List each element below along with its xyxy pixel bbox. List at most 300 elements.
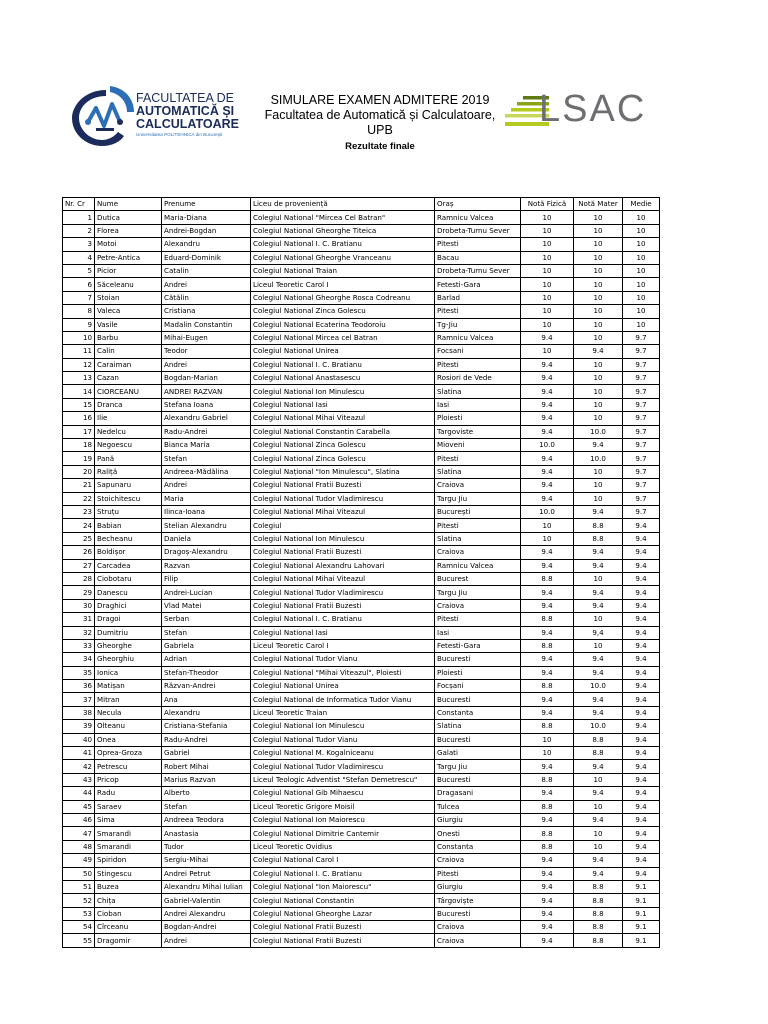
oras-cell: Slatina	[435, 465, 521, 478]
nume-cell: Babian	[95, 519, 162, 532]
nume-cell: Mitran	[95, 693, 162, 706]
prenume-cell: Filip	[162, 572, 251, 585]
liceu-cell: Colegiul	[251, 519, 435, 532]
prenume-cell: Stelian Alexandru	[162, 519, 251, 532]
faculty-logo-line4: Universitatea POLITEHNICA din București	[136, 132, 223, 137]
nr-cell: 53	[63, 907, 95, 920]
nr-cell: 42	[63, 760, 95, 773]
nr-cell: 50	[63, 867, 95, 880]
oras-cell: Slatina	[435, 720, 521, 733]
nr-cell: 6	[63, 278, 95, 291]
liceu-cell: Colegiul National Gheorghe Vranceanu	[251, 251, 435, 264]
oras-cell: Fetesti-Gara	[435, 278, 521, 291]
prenume-cell: ANDREI RAZVAN	[162, 385, 251, 398]
prenume-cell: Maria	[162, 492, 251, 505]
nume-cell: Stoian	[95, 291, 162, 304]
nota-fizica-cell: 10.0	[521, 505, 574, 518]
nota-mate-cell: 10	[574, 639, 623, 652]
oras-cell: Drobeta-Turnu Sever	[435, 264, 521, 277]
prenume-cell: Gabriela	[162, 639, 251, 652]
column-header-nume: Nume	[95, 198, 162, 211]
nr-cell: 40	[63, 733, 95, 746]
nota-fizica-cell: 9.4	[521, 867, 574, 880]
nume-cell: Radu	[95, 787, 162, 800]
table-row	[63, 278, 660, 291]
nume-cell: Oprea-Groza	[95, 747, 162, 760]
liceu-cell: Colegiul National Iasi	[251, 626, 435, 639]
nota-mate-cell: 10	[574, 613, 623, 626]
liceu-cell: Colegiul National Iasi	[251, 398, 435, 411]
nota-fizica-cell: 8.8	[521, 613, 574, 626]
medie-cell: 9.7	[623, 372, 660, 385]
medie-cell: 9.4	[623, 519, 660, 532]
oras-cell: Pitesti	[435, 867, 521, 880]
liceu-cell: Colegiul National Tudor Vladimirescu	[251, 760, 435, 773]
table-row	[63, 291, 660, 304]
medie-cell: 9.1	[623, 894, 660, 907]
nr-cell: 37	[63, 693, 95, 706]
nota-mate-cell: 8.8	[574, 934, 623, 947]
prenume-cell: Gabriel	[162, 747, 251, 760]
table-row	[63, 907, 660, 920]
nume-cell: Olteanu	[95, 720, 162, 733]
nota-fizica-cell: 9.4	[521, 813, 574, 826]
nota-mate-cell: 9.4	[574, 706, 623, 719]
table-row	[63, 492, 660, 505]
table-row	[63, 773, 660, 786]
oras-cell: Galati	[435, 747, 521, 760]
nota-mate-cell: 9.4	[574, 599, 623, 612]
nota-fizica-cell: 9.4	[521, 760, 574, 773]
liceu-cell: Colegiul National Tudor Vladimirescu	[251, 492, 435, 505]
nume-cell: Pricop	[95, 773, 162, 786]
nr-cell: 24	[63, 519, 95, 532]
prenume-cell: Cătălin	[162, 291, 251, 304]
table-row	[63, 439, 660, 452]
nume-cell: Draghici	[95, 599, 162, 612]
oras-cell: Craiova	[435, 479, 521, 492]
nota-fizica-cell: 9.4	[521, 693, 574, 706]
column-header-oras: Oraș	[435, 198, 521, 211]
nota-fizica-cell: 9.4	[521, 331, 574, 344]
nr-cell: 4	[63, 251, 95, 264]
faculty-logo-line1: FACULTATEA DE	[136, 91, 234, 105]
nume-cell: Pană	[95, 452, 162, 465]
medie-cell: 10	[623, 305, 660, 318]
column-header-liceu: Liceu de proveniență	[251, 198, 435, 211]
table-row	[63, 358, 660, 371]
liceu-cell: Liceul Teoretic Grigore Moisil	[251, 800, 435, 813]
nume-cell: Nedelcu	[95, 425, 162, 438]
oras-cell: Pitesti	[435, 305, 521, 318]
nume-cell: Smarandi	[95, 827, 162, 840]
nr-cell: 31	[63, 613, 95, 626]
table-row	[63, 894, 660, 907]
nota-mate-cell: 10	[574, 398, 623, 411]
nota-mate-cell: 9.4	[574, 760, 623, 773]
nota-mate-cell: 10	[574, 238, 623, 251]
liceu-cell: Liceul Teologic Adventist "Stefan Demetrescu"	[251, 773, 435, 786]
medie-cell: 9.4	[623, 854, 660, 867]
prenume-cell: Alexandru	[162, 706, 251, 719]
liceu-cell: Colegiul National Ecaterina Teodoroiu	[251, 318, 435, 331]
prenume-cell: Cristiana-Stefania	[162, 720, 251, 733]
nr-cell: 15	[63, 398, 95, 411]
university-name: UPB	[367, 123, 393, 137]
prenume-cell: Alberto	[162, 787, 251, 800]
prenume-cell: Alexandru	[162, 238, 251, 251]
nume-cell: Barbu	[95, 331, 162, 344]
liceu-cell: Colegiul National Gheorghe Lazar	[251, 907, 435, 920]
liceu-cell: Liceul Teoretic Carol I	[251, 278, 435, 291]
nume-cell: Petre-Antica	[95, 251, 162, 264]
nume-cell: Săceleanu	[95, 278, 162, 291]
oras-cell: Barlad	[435, 291, 521, 304]
nota-mate-cell: 10	[574, 827, 623, 840]
nume-cell: Danescu	[95, 586, 162, 599]
liceu-cell: Colegiul National Gheorghe Rosca Codreanu	[251, 291, 435, 304]
medie-cell: 9.4	[623, 546, 660, 559]
table-row	[63, 934, 660, 947]
nota-fizica-cell: 10	[521, 747, 574, 760]
medie-cell: 9.4	[623, 666, 660, 679]
nr-cell: 34	[63, 653, 95, 666]
prenume-cell: Eduard-Dominik	[162, 251, 251, 264]
liceu-cell: Colegiul National Zinca Golescu	[251, 439, 435, 452]
medie-cell: 9.7	[623, 345, 660, 358]
nota-fizica-cell: 10	[521, 238, 574, 251]
nume-cell: Sima	[95, 813, 162, 826]
oras-cell: Focșani	[435, 680, 521, 693]
nota-fizica-cell: 9.4	[521, 546, 574, 559]
prenume-cell: Marius Razvan	[162, 773, 251, 786]
nr-cell: 12	[63, 358, 95, 371]
nota-mate-cell: 9.4	[574, 505, 623, 518]
nume-cell: Matișan	[95, 680, 162, 693]
nota-mate-cell: 9.4	[574, 586, 623, 599]
liceu-cell: Colegiul National Mihai Viteazul	[251, 572, 435, 585]
medie-cell: 9.4	[623, 626, 660, 639]
table-row	[63, 251, 660, 264]
nota-fizica-cell: 10	[521, 291, 574, 304]
prenume-cell: Răzvan-Andrei	[162, 680, 251, 693]
table-row	[63, 211, 660, 224]
oras-cell: Pitesti	[435, 238, 521, 251]
table-row	[63, 559, 660, 572]
oras-cell: Constanta	[435, 840, 521, 853]
liceu-cell: Colegiul Național "Ion Minulescu", Slatina	[251, 465, 435, 478]
table-row	[63, 572, 660, 585]
oras-cell: Ramnicu Valcea	[435, 331, 521, 344]
medie-cell: 10	[623, 224, 660, 237]
medie-cell: 9.4	[623, 867, 660, 880]
nota-fizica-cell: 10	[521, 305, 574, 318]
table-row	[63, 867, 660, 880]
nota-fizica-cell: 9.4	[521, 425, 574, 438]
medie-cell: 10	[623, 264, 660, 277]
medie-cell: 9.4	[623, 787, 660, 800]
table-row	[63, 613, 660, 626]
nota-mate-cell: 8.8	[574, 921, 623, 934]
table-row	[63, 452, 660, 465]
prenume-cell: Stefana Ioana	[162, 398, 251, 411]
nr-cell: 55	[63, 934, 95, 947]
nota-fizica-cell: 10	[521, 532, 574, 545]
table-row	[63, 224, 660, 237]
nota-mate-cell: 10	[574, 492, 623, 505]
medie-cell: 9.1	[623, 934, 660, 947]
liceu-cell: Colegiul National Mircea cel Batran	[251, 331, 435, 344]
table-row	[63, 666, 660, 679]
nota-fizica-cell: 9.4	[521, 921, 574, 934]
prenume-cell: Teodor	[162, 345, 251, 358]
prenume-cell: Andrei	[162, 278, 251, 291]
liceu-cell: Colegiul National I. C. Bratianu	[251, 613, 435, 626]
nr-cell: 18	[63, 439, 95, 452]
nota-fizica-cell: 9.4	[521, 586, 574, 599]
table-row	[63, 639, 660, 652]
oras-cell: Dragasani	[435, 787, 521, 800]
oras-cell: Bucuresti	[435, 693, 521, 706]
medie-cell: 9.7	[623, 358, 660, 371]
nume-cell: Onea	[95, 733, 162, 746]
liceu-cell: Colegiul National Ion Maiorescu	[251, 813, 435, 826]
column-header-nota-fizica: Notă Fizică	[521, 198, 574, 211]
nota-fizica-cell: 10	[521, 345, 574, 358]
nr-cell: 20	[63, 465, 95, 478]
nota-fizica-cell: 8.8	[521, 639, 574, 652]
nota-mate-cell: 10	[574, 224, 623, 237]
liceu-cell: Colegiul National I. C. Bratianu	[251, 238, 435, 251]
medie-cell: 9.4	[623, 840, 660, 853]
prenume-cell: Sergiu-Mihai	[162, 854, 251, 867]
nr-cell: 22	[63, 492, 95, 505]
table-row	[63, 318, 660, 331]
medie-cell: 10	[623, 238, 660, 251]
nr-cell: 52	[63, 894, 95, 907]
oras-cell: Pitesti	[435, 519, 521, 532]
oras-cell: Bacau	[435, 251, 521, 264]
prenume-cell: Bianca Maria	[162, 439, 251, 452]
nota-mate-cell: 9.4	[574, 546, 623, 559]
prenume-cell: Daniela	[162, 532, 251, 545]
nota-fizica-cell: 9.4	[521, 479, 574, 492]
liceu-cell: Colegiul National I. C. Bratianu	[251, 867, 435, 880]
liceu-cell: Colegiul National Zinca Golescu	[251, 452, 435, 465]
nume-cell: Florea	[95, 224, 162, 237]
nota-fizica-cell: 10	[521, 519, 574, 532]
nota-mate-cell: 8.8	[574, 747, 623, 760]
oras-cell: Craiova	[435, 854, 521, 867]
liceu-cell: Colegiul National "Mircea Cel Batran"	[251, 211, 435, 224]
oras-cell: Onesti	[435, 827, 521, 840]
nota-fizica-cell: 10	[521, 224, 574, 237]
column-header-nr: Nr. Cr	[63, 198, 95, 211]
nr-cell: 10	[63, 331, 95, 344]
nume-cell: Raliță	[95, 465, 162, 478]
prenume-cell: Andrei-Bogdan	[162, 224, 251, 237]
nr-cell: 51	[63, 880, 95, 893]
oras-cell: Iasi	[435, 398, 521, 411]
nota-mate-cell: 10	[574, 412, 623, 425]
nota-mate-cell: 9.4	[574, 345, 623, 358]
table-row	[63, 733, 660, 746]
prenume-cell: Andrei	[162, 358, 251, 371]
table-row	[63, 747, 660, 760]
oras-cell: Ploiesti	[435, 666, 521, 679]
nr-cell: 26	[63, 546, 95, 559]
nota-fizica-cell: 8.8	[521, 840, 574, 853]
medie-cell: 9.4	[623, 706, 660, 719]
liceu-cell: Colegiul National Tudor Vladimirescu	[251, 586, 435, 599]
nota-mate-cell: 9,4	[574, 626, 623, 639]
oras-cell: Tulcea	[435, 800, 521, 813]
nr-cell: 45	[63, 800, 95, 813]
nota-fizica-cell: 9.4	[521, 854, 574, 867]
nota-fizica-cell: 9.4	[521, 666, 574, 679]
nota-mate-cell: 9.4	[574, 666, 623, 679]
nume-cell: Buzea	[95, 880, 162, 893]
nota-fizica-cell: 9.4	[521, 907, 574, 920]
oras-cell: Mioveni	[435, 439, 521, 452]
prenume-cell: Madalin Constantin	[162, 318, 251, 331]
nota-mate-cell: 9.4	[574, 854, 623, 867]
prenume-cell: Radu-Andrei	[162, 425, 251, 438]
nume-cell: Vasile	[95, 318, 162, 331]
oras-cell: Bucuresti	[435, 773, 521, 786]
liceu-cell: Colegiul National Unirea	[251, 345, 435, 358]
liceu-cell: Colegiul National Fratii Buzesti	[251, 546, 435, 559]
oras-cell: Pitesti	[435, 358, 521, 371]
liceu-cell: Colegiul National Ion Minulescu	[251, 720, 435, 733]
liceu-cell: Colegiul National Dimitrie Cantemir	[251, 827, 435, 840]
prenume-cell: Bogdan-Andrei	[162, 921, 251, 934]
nume-cell: Ciobotaru	[95, 572, 162, 585]
nume-cell: Valeca	[95, 305, 162, 318]
nota-mate-cell: 10	[574, 840, 623, 853]
oras-cell: Fetesti-Gara	[435, 639, 521, 652]
liceu-cell: Colegiul National Zinca Golescu	[251, 305, 435, 318]
table-row	[63, 425, 660, 438]
table-row	[63, 264, 660, 277]
table-row	[63, 412, 660, 425]
oras-cell: Ploiesti	[435, 412, 521, 425]
nr-cell: 54	[63, 921, 95, 934]
liceu-cell: Colegiul National M. Kogalniceanu	[251, 747, 435, 760]
liceu-cell: Colegiul National Mihai Viteazul	[251, 412, 435, 425]
table-row	[63, 532, 660, 545]
oras-cell: Iasi	[435, 626, 521, 639]
table-row	[63, 305, 660, 318]
nr-cell: 2	[63, 224, 95, 237]
medie-cell: 9.4	[623, 773, 660, 786]
nota-fizica-cell: 9.4	[521, 934, 574, 947]
nr-cell: 35	[63, 666, 95, 679]
nota-mate-cell: 10	[574, 358, 623, 371]
table-row	[63, 854, 660, 867]
oras-cell: Bucuresti	[435, 653, 521, 666]
nota-fizica-cell: 8.8	[521, 572, 574, 585]
liceu-cell: Colegiul National I. C. Bratianu	[251, 358, 435, 371]
liceu-cell: Colegiul National Tudor Vianu	[251, 733, 435, 746]
table-row	[63, 599, 660, 612]
nr-cell: 47	[63, 827, 95, 840]
liceu-cell: Colegiul National de Informatica Tudor Vianu	[251, 693, 435, 706]
nota-mate-cell: 10	[574, 211, 623, 224]
liceu-cell: Colegiul National Anastasescu	[251, 372, 435, 385]
nota-mate-cell: 8.8	[574, 907, 623, 920]
nota-fizica-cell: 9.4	[521, 385, 574, 398]
prenume-cell: Anastasia	[162, 827, 251, 840]
prenume-cell: Razvan	[162, 559, 251, 572]
nume-cell: Cîrceanu	[95, 921, 162, 934]
medie-cell: 9.4	[623, 760, 660, 773]
faculty-logo-line3: CALCULATOARE	[136, 117, 240, 131]
nr-cell: 3	[63, 238, 95, 251]
nota-mate-cell: 9.4	[574, 653, 623, 666]
nota-mate-cell: 10	[574, 251, 623, 264]
table-row	[63, 505, 660, 518]
liceu-cell: Colegiul National Tudor Vianu	[251, 653, 435, 666]
nota-fizica-cell: 10	[521, 733, 574, 746]
nr-cell: 27	[63, 559, 95, 572]
medie-cell: 9.7	[623, 505, 660, 518]
nota-mate-cell: 9.4	[574, 439, 623, 452]
nume-cell: Dragoi	[95, 613, 162, 626]
prenume-cell: Gabriel-Valentin	[162, 894, 251, 907]
table-header-row	[63, 198, 660, 211]
liceu-cell: Colegiul National "Mihai Viteazul", Ploiesti	[251, 666, 435, 679]
medie-cell: 9.7	[623, 398, 660, 411]
table-row	[63, 653, 660, 666]
prenume-cell: Andrei	[162, 934, 251, 947]
oras-cell: Giurgiu	[435, 880, 521, 893]
oras-cell: Craiova	[435, 921, 521, 934]
medie-cell: 9.7	[623, 412, 660, 425]
table-row	[63, 626, 660, 639]
prenume-cell: Andrei Petrut	[162, 867, 251, 880]
table-row	[63, 331, 660, 344]
nota-fizica-cell: 9.4	[521, 880, 574, 893]
medie-cell: 9.4	[623, 827, 660, 840]
nume-cell: Calin	[95, 345, 162, 358]
medie-cell: 9.7	[623, 452, 660, 465]
medie-cell: 9.4	[623, 747, 660, 760]
nume-cell: CIORCEANU	[95, 385, 162, 398]
nume-cell: Saraev	[95, 800, 162, 813]
medie-cell: 9.7	[623, 439, 660, 452]
nota-fizica-cell: 10	[521, 264, 574, 277]
exam-title: SIMULARE EXAMEN ADMITERE 2019	[270, 93, 490, 107]
prenume-cell: Stefan	[162, 452, 251, 465]
nota-fizica-cell: 10	[521, 211, 574, 224]
nota-fizica-cell: 10	[521, 278, 574, 291]
nume-cell: Struțu	[95, 505, 162, 518]
prenume-cell: Ilinca-Ioana	[162, 505, 251, 518]
prenume-cell: Stefan	[162, 800, 251, 813]
liceu-cell: Liceul Teoretic Ovidius	[251, 840, 435, 853]
table-row	[63, 345, 660, 358]
medie-cell: 9.4	[623, 613, 660, 626]
liceu-cell: Colegiul National Fratii Buzesti	[251, 599, 435, 612]
oras-cell: Rosiori de Vede	[435, 372, 521, 385]
nota-mate-cell: 10.0	[574, 720, 623, 733]
nume-cell: Gheorghiu	[95, 653, 162, 666]
table-row	[63, 519, 660, 532]
medie-cell: 10	[623, 291, 660, 304]
liceu-cell: Liceul Teoretic Traian	[251, 706, 435, 719]
table-row	[63, 398, 660, 411]
